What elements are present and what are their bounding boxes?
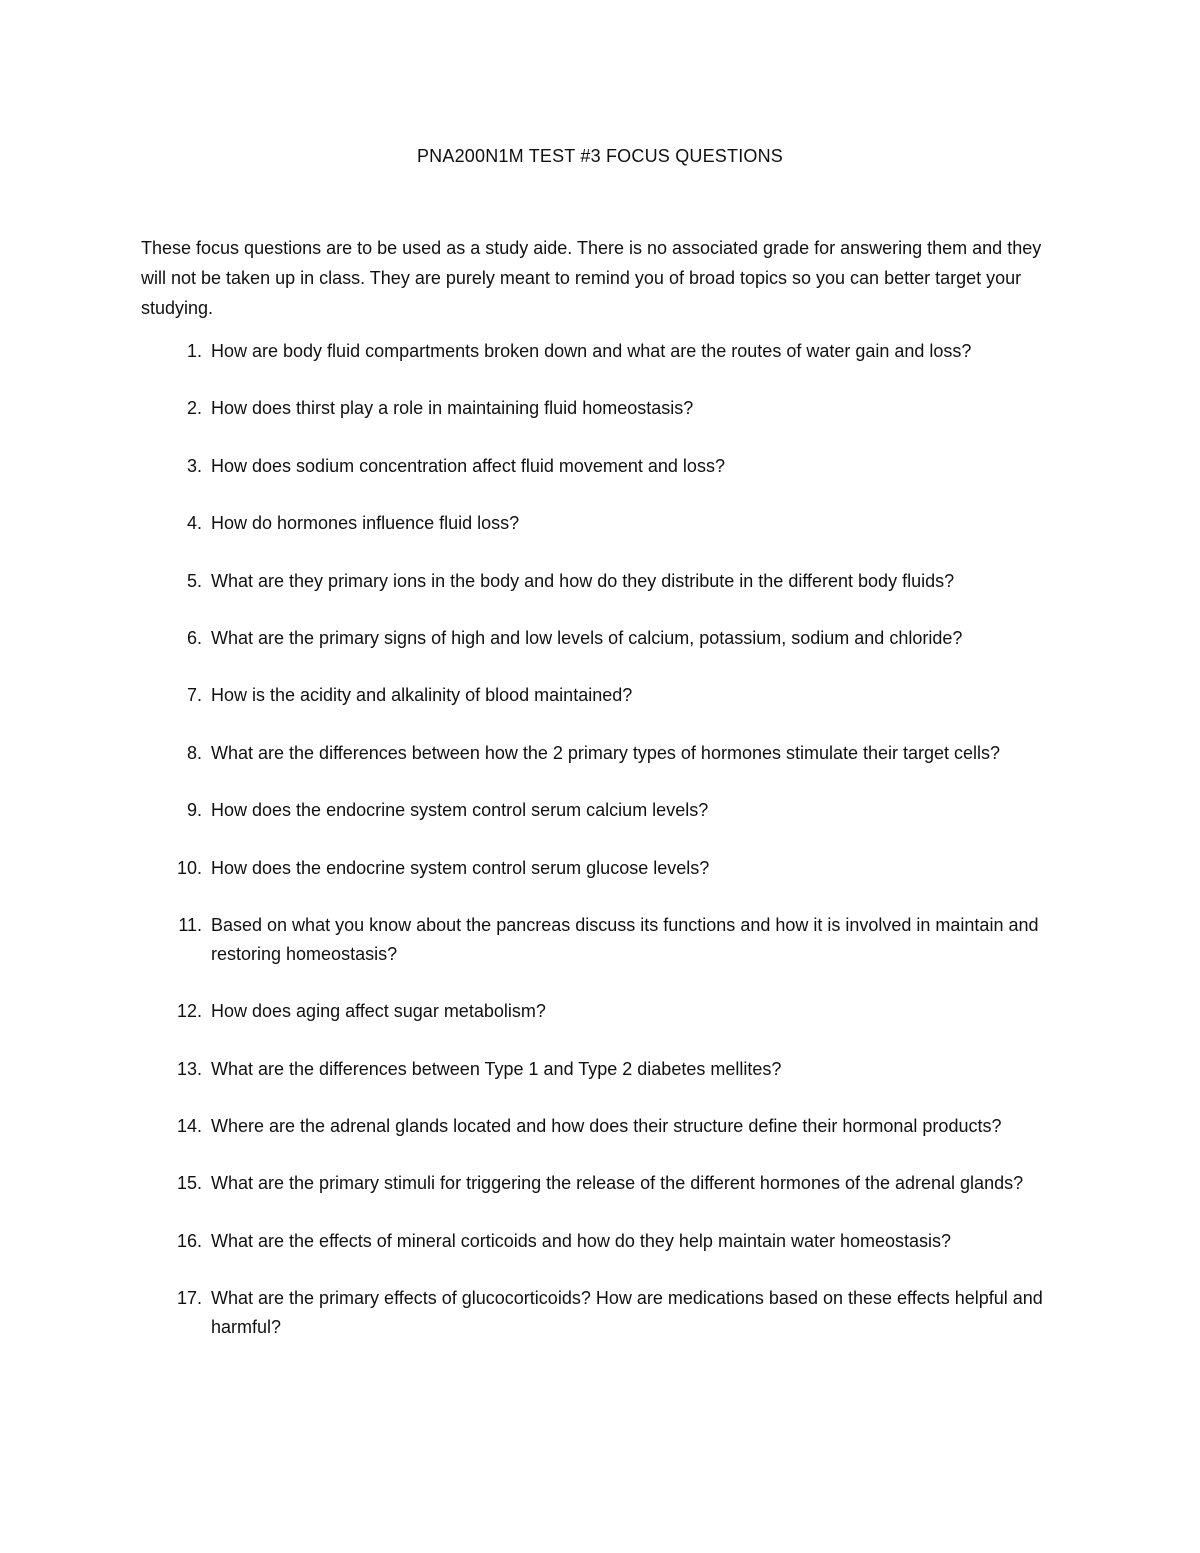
question-number: 14. — [176, 1116, 202, 1137]
question-text: Based on what you know about the pancreas discuss its functions and how it is involved in maintain and restoring homeostasis? — [211, 914, 1039, 964]
question-item — [0, 452, 1200, 481]
question-number: 7. — [186, 685, 202, 706]
question-number: 4. — [186, 513, 202, 534]
question-text: How are body fluid compartments broken down and what are the routes of water gain and loss? — [211, 341, 972, 361]
question-item — [0, 624, 1200, 653]
question-item — [0, 1055, 1200, 1084]
question-item — [0, 337, 1200, 366]
question-item — [0, 1169, 1200, 1198]
question-number: 12. — [176, 1001, 202, 1022]
question-item — [0, 394, 1200, 423]
question-text: What are the differences between Type 1 and Type 2 diabetes mellites? — [211, 1058, 782, 1079]
question-item — [0, 1284, 1200, 1342]
question-number: 15. — [176, 1173, 202, 1194]
question-text: What are the differences between how the 2 primary types of hormones stimulate their target cells? — [211, 742, 1001, 763]
question-text: What are the primary effects of glucocorticoids? How are medications based on these effects helpful and harmful? — [211, 1288, 1043, 1338]
question-text: What are they primary ions in the body and how do they distribute in the different body fluids? — [211, 570, 955, 591]
question-text: What are the primary stimuli for triggering the release of the different hormones of the adrenal glands? — [211, 1173, 1024, 1194]
question-item — [0, 739, 1200, 768]
question-number: 2. — [186, 398, 202, 419]
question-number: 10. — [176, 857, 202, 878]
question-number: 8. — [186, 742, 202, 763]
document-title: PNA200N1M TEST #3 FOCUS QUESTIONS — [416, 146, 784, 166]
question-number: 11. — [178, 914, 202, 935]
question-number: 6. — [186, 627, 202, 648]
question-text: How does thirst play a role in maintaining fluid homeostasis? — [211, 398, 694, 419]
question-number: 1. — [186, 341, 202, 361]
question-text: How does the endocrine system control serum glucose levels? — [211, 857, 710, 878]
intro-paragraph: These focus questions are to be used as a study aide. There is no associated grade for answering them and they will not be taken up in class. They are purely meant to remind you of broad topics so you can better target your studying. — [141, 238, 1042, 318]
question-item — [0, 997, 1200, 1026]
question-text: Where are the adrenal glands located and how does their structure define their hormonal products? — [211, 1116, 1002, 1137]
question-item — [0, 509, 1200, 538]
question-text: What are the effects of mineral corticoids and how do they help maintain water homeostasis? — [211, 1230, 952, 1251]
question-text: How does sodium concentration affect fluid movement and loss? — [211, 455, 725, 476]
question-item — [0, 796, 1200, 825]
question-item — [0, 911, 1200, 969]
question-list — [0, 337, 1200, 1371]
question-text: How is the acidity and alkalinity of blood maintained? — [211, 685, 633, 706]
question-text: What are the primary signs of high and low levels of calcium, potassium, sodium and chloride? — [211, 627, 963, 648]
question-number: 13. — [176, 1058, 202, 1079]
question-number: 17. — [176, 1288, 202, 1309]
question-number: 3. — [186, 455, 202, 476]
question-item — [0, 1227, 1200, 1256]
question-number: 9. — [186, 800, 202, 821]
question-text: How does the endocrine system control serum calcium levels? — [211, 800, 709, 821]
question-text: How do hormones influence fluid loss? — [211, 513, 520, 534]
question-item — [0, 854, 1200, 883]
question-text: How does aging affect sugar metabolism? — [211, 1001, 546, 1022]
question-number: 16. — [176, 1230, 202, 1251]
question-item — [0, 1112, 1200, 1141]
question-item — [0, 567, 1200, 596]
question-item — [0, 681, 1200, 710]
question-number: 5. — [186, 570, 202, 591]
